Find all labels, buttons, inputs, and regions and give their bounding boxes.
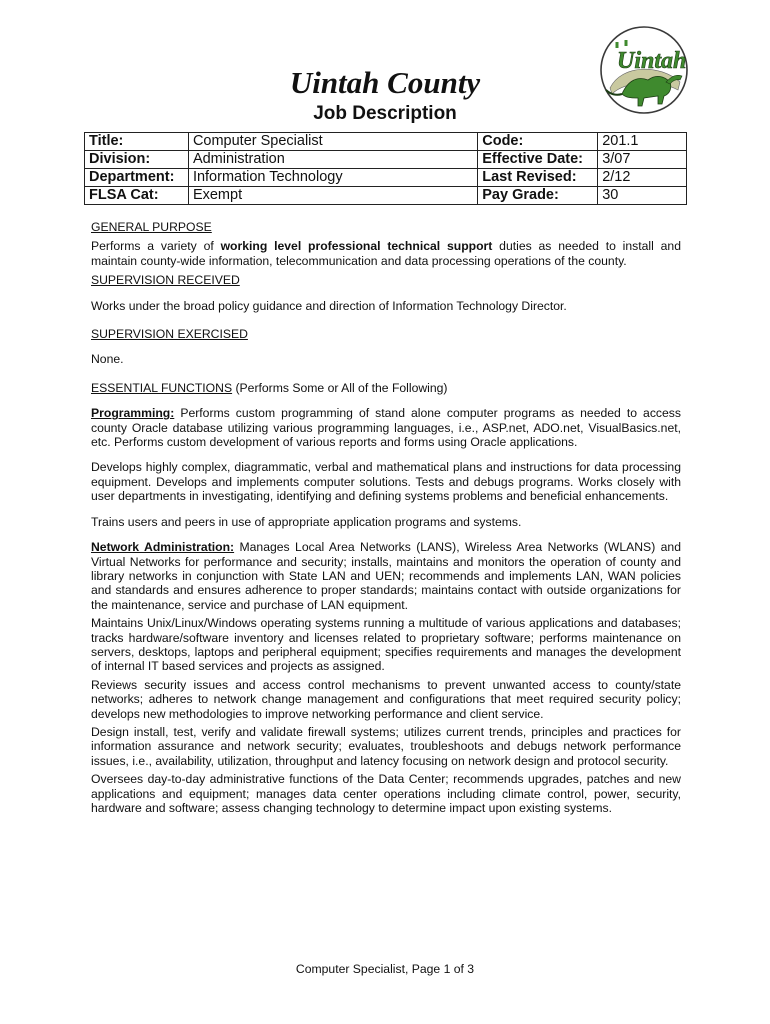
document-title: Job Description	[313, 103, 457, 124]
supervision-received-heading: SUPERVISION RECEIVED	[91, 273, 240, 288]
last-revised-label: Last Revised:	[478, 169, 598, 187]
pay-grade-value: 30	[598, 187, 687, 205]
reviews-paragraph: Reviews security issues and access control mechanisms to prevent unwanted access to county/state networks; adheres to network change management and configurations that meet required security policy; develops new methodologies to improve networking performance and client service.	[91, 677, 681, 721]
pay-grade-label: Pay Grade:	[478, 187, 598, 205]
department-value: Information Technology	[188, 169, 477, 187]
general-purpose-text-end: duties as needed to install and maintain county-wide information, telecommunication and data processing operations of the county.	[91, 239, 681, 268]
table-row	[85, 133, 687, 151]
supervision-exercised-heading: SUPERVISION EXERCISED	[91, 327, 248, 342]
effective-date-value: 3/07	[598, 151, 687, 169]
code-label: Code:	[478, 133, 598, 151]
page-footer: Computer Specialist, Page 1 of 3	[295, 962, 475, 976]
supervision-exercised-text: None.	[91, 352, 124, 367]
division-value: Administration	[188, 151, 477, 169]
code-value: 201.1	[598, 133, 687, 151]
table-row	[85, 169, 687, 187]
document-body	[91, 220, 681, 815]
division-label: Division:	[85, 151, 189, 169]
flsa-value: Exempt	[188, 187, 477, 205]
develops-paragraph: Develops highly complex, diagrammatic, verbal and mathematical plans and instructions for data processing equipment. Develops and implements computer solutions. Tests and debugs programs. Works closely with user departments in investigating, identifying and defining systems problems and beneficial enhancements.	[91, 460, 681, 504]
table-row	[85, 187, 687, 205]
trains-paragraph: Trains users and peers in use of appropriate application programs and systems.	[91, 514, 522, 529]
general-purpose-heading: GENERAL PURPOSE	[91, 220, 212, 234]
general-purpose-emphasis: working level professional technical support	[220, 239, 493, 254]
supervision-received-text: Works under the broad policy guidance and direction of Information Technology Director.	[91, 298, 567, 313]
essential-functions-heading-line	[91, 381, 681, 395]
county-title: Uintah County	[289, 65, 481, 100]
network-label: Network Administration:	[91, 540, 235, 555]
network-paragraph	[91, 540, 681, 612]
programming-text: Performs custom programming of stand alone computer programs as needed to access county Oracle database utilizing various programming languages, i.e., ASP.net, ADO.net, VisualBasics.net, etc. Performs custom development of various reports and forms using Oracle applications.	[91, 406, 681, 450]
oversees-paragraph: Oversees day-to-day administrative functions of the Data Center; recommends upgrades, patches and new applications and equipment; manages data center operations including climate control, power, security, hardware and software; assess changing technology to determine impact upon existing systems.	[91, 772, 681, 815]
flsa-label: FLSA Cat:	[85, 187, 189, 205]
maintains-paragraph: Maintains Unix/Linux/Windows operating systems running a multitude of various applications and databases; tracks hardware/software inventory and licenses related to proprietary software; performs maintenance on servers, desktops, laptops and peripheral equipment; specifies requirements and manages the development of internal IT based services and projects as assigned.	[91, 616, 681, 674]
general-purpose-text	[91, 239, 681, 268]
department-label: Department:	[85, 169, 189, 187]
programming-paragraph	[91, 406, 681, 449]
last-revised-value: 2/12	[598, 169, 687, 187]
essential-functions-heading: ESSENTIAL FUNCTIONS	[91, 380, 233, 395]
svg-text:Uintah: Uintah	[617, 48, 687, 74]
design-paragraph: Design install, test, verify and validate firewall systems; utilizes current trends, principles and practices for information assurance and network security; evaluates, troubleshoots and debugs network performance issues, i.e., availability, utilization, throughput and latency focusing on network design and protocol security.	[91, 724, 681, 768]
job-info-table	[84, 132, 687, 205]
programming-label: Programming:	[91, 406, 175, 421]
title-value: Computer Specialist	[188, 133, 477, 151]
general-purpose-text-start: Performs a variety of	[91, 239, 221, 254]
title-label: Title:	[85, 133, 189, 151]
table-row	[85, 151, 687, 169]
effective-date-label: Effective Date:	[478, 151, 598, 169]
network-text: Manages Local Area Networks (LANS), Wireless Area Networks (WLANS) and Virtual Networks for performance and security; installs, maintains and monitors the operation of county and library networks in conjunction with State LAN and UEN; recommends and implements LAN, WAN policies and standards and ensures adherence to proper standards; maintains contact with outside organizations for the maintenance, service and purchase of LAN equipment.	[91, 540, 681, 612]
essential-functions-subheading: (Performs Some or All of the Following)	[232, 380, 448, 395]
